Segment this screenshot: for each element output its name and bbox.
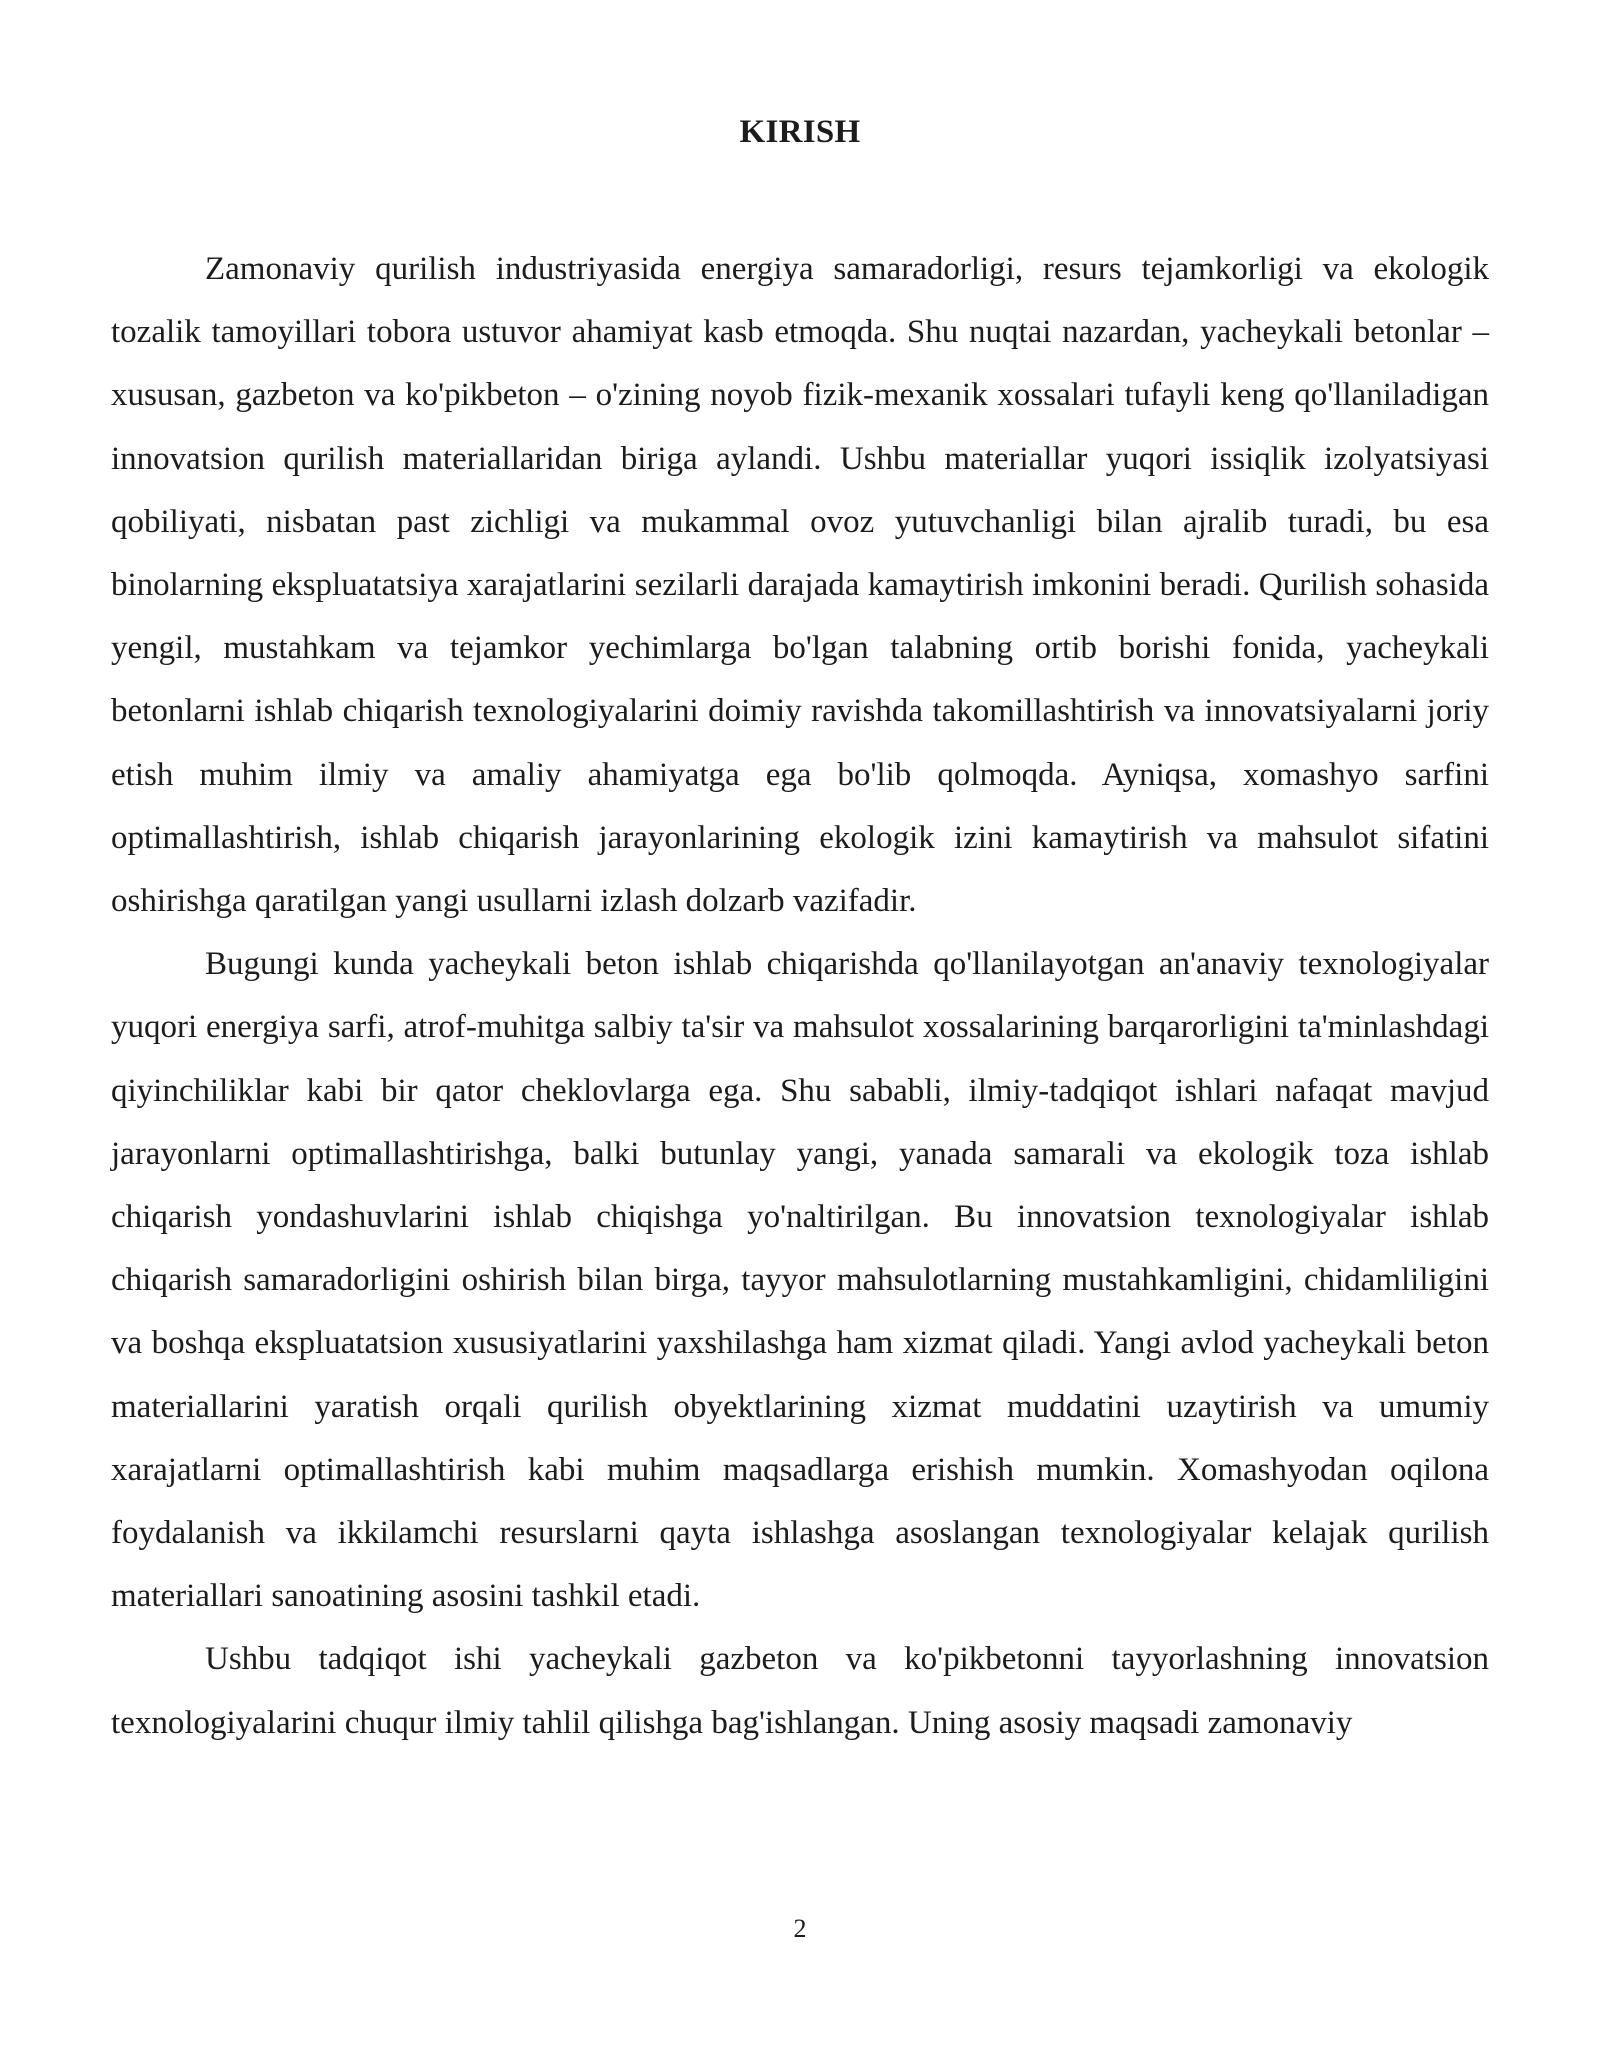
paragraph-1: Zamonaviy qurilish industriyasida energiya samaradorligi, resurs tejamkorligi va ekologik tozalik tamoyillari tobora ustuvor ahamiyat kasb etmoqda. Shu nuqtai nazardan, yacheykali betonlar – xususan, gazbeton va ko'pikbeton – o'zining noyob fizik-mexanik xossalari tufayli keng qo'llaniladigan innovatsion qurilish materiallaridan biriga aylandi. Ushbu materiallar yuqori issiqlik izolyatsiyasi qobiliyati, nisbatan past zichligi va mukammal ovoz yutuvchanligi bilan ajralib turadi, bu esa binolarning ekspluatatsiya xarajatlarini sezilarli darajada kamaytirish imkonini beradi. Qurilish sohasida yengil, mustahkam va tejamkor yechimlarga bo'lgan talabning ortib borishi fonida, yacheykali betonlarni ishlab chiqarish texnologiyalarini doimiy ravishda takomillashtirish va innovatsiyalarni joriy etish muhim ilmiy va amaliy ahamiyatga ega bo'lib qolmoqda. Ayniqsa, xomashyo sarfini optimallashtirish, ishlab chiqarish jarayonlarining ekologik izini kamaytirish va mahsulot sifatini oshirishga qaratilgan yangi usullarni izlash dolzarb vazifadir. xyxy=(111,251,1489,920)
paragraph-2: Bugungi kunda yacheykali beton ishlab chiqarishda qo'llanilayotgan an'anaviy texnologiyalar yuqori energiya sarfi, atrof-muhitga salbiy ta'sir va mahsulot xossalarining barqarorligini ta'minlashdagi qiyinchiliklar kabi bir qator cheklovlarga ega. Shu sababli, ilmiy-tadqiqot ishlari nafaqat mavjud jarayonlarni optimallashtirishga, balki butunlay yangi, yanada samarali va ekologik toza ishlab chiqarish yondashuvlarini ishlab chiqishga yo'naltirilgan. Bu innovatsion texnologiyalar ishlab chiqarish samaradorligini oshirish bilan birga, tayyor mahsulotlarning mustahkamligini, chidamliligini va boshqa ekspluatatsion xususiyatlarini yaxshilashga ham xizmat qiladi. Yangi avlod yacheykali beton materiallarini yaratish orqali qurilish obyektlarining xizmat muddatini uzaytirish va umumiy xarajatlarni optimallashtirish kabi muhim maqsadlarga erishish mumkin. Xomashyodan oqilona foydalanish va ikkilamchi resurslarni qayta ishlashga asoslangan texnologiyalar kelajak qurilish materiallari sanoatining asosini tashkil etadi. xyxy=(111,946,1489,1615)
page-number: 2 xyxy=(793,1914,807,1943)
document-page xyxy=(111,110,1489,1755)
section-title: KIRISH xyxy=(739,114,861,150)
paragraph-3: Ushbu tadqiqot ishi yacheykali gazbeton va ko'pikbetonni tayyorlashning innovatsion texnologiyalarini chuqur ilmiy tahlil qilishga bag'ishlangan. Uning asosiy maqsadi zamonaviy xyxy=(111,1641,1489,1741)
